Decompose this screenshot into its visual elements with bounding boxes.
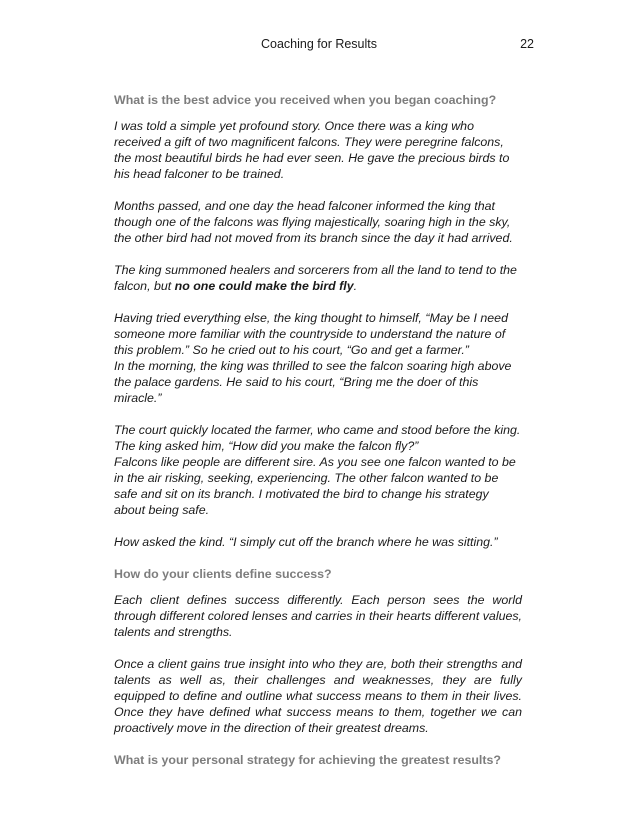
paragraph-farmer-answer-line1: The court quickly located the farmer, who came and stood before the king. The king asked him, “How did you make the falcon fly?” (114, 423, 521, 453)
header-title: Coaching for Results (260, 37, 378, 51)
paragraph-success-differently: Each client defines success differently. Each person sees the world through different colored lenses and carries in their hearts different values, talents and strengths. (114, 593, 522, 639)
paragraph-true-insight: Once a client gains true insight into who they are, both their strengths and talents as well as, their challenges and weaknesses, they are fully equipped to define and outline what success means to them in their lives. Once they have defined what success means to them, together we can proactively move in the direction of their greatest dreams. (114, 657, 522, 735)
paragraph-king-summoned-end: . (353, 279, 358, 293)
question-best-advice: What is the best advice you received when you began coaching? (114, 93, 497, 107)
paragraph-king-summoned-text: The king summoned healers and sorcerers from all the land to tend to the falcon, but (114, 263, 517, 293)
paragraph-farmer-called-line1: Having tried everything else, the king thought to himself, “May be I need someone more familiar with the countryside to understand the nature of this problem.” So he cried out to his court, “Go and get a farmer.” (114, 311, 508, 357)
page-content (114, 92, 522, 778)
paragraph-months-passed: Months passed, and one day the head falconer informed the king that though one of the falcons was flying majestically, soaring high in the sky, the other bird had not moved from its branch since the day it had arrived. (114, 199, 513, 245)
question-define-success: How do your clients define success? (114, 567, 332, 581)
emphasis-no-one-could-fly: no one could make the bird fly (174, 279, 354, 293)
page-header (0, 36, 638, 52)
paragraph-farmer-answer (114, 422, 522, 518)
paragraph-farmer-called (114, 310, 522, 406)
question-personal-strategy: What is your personal strategy for achieving the greatest results? (114, 753, 501, 767)
paragraph-farmer-called-line2: In the morning, the king was thrilled to see the falcon soaring high above the palace gardens. He said to his court, “Bring me the doer of this miracle.” (114, 359, 512, 405)
paragraph-farmer-answer-line2: Falcons like people are different sire. As you see one falcon wanted to be in the air risking, seeking, experiencing. The other falcon wanted to be safe and sit on its branch. I motivated the bird to change his strategy about being safe. (114, 455, 516, 517)
paragraph-branch-cut: How asked the kind. “I simply cut off the branch where he was sitting.” (114, 535, 498, 549)
page-number: 22 (520, 37, 534, 51)
paragraph-king-summoned (114, 262, 522, 294)
paragraph-story-intro: I was told a simple yet profound story. Once there was a king who received a gift of two magnificent falcons. They were peregrine falcons, the most beautiful birds he had ever seen. He gave the precious birds to his head falconer to be trained. (114, 119, 510, 181)
